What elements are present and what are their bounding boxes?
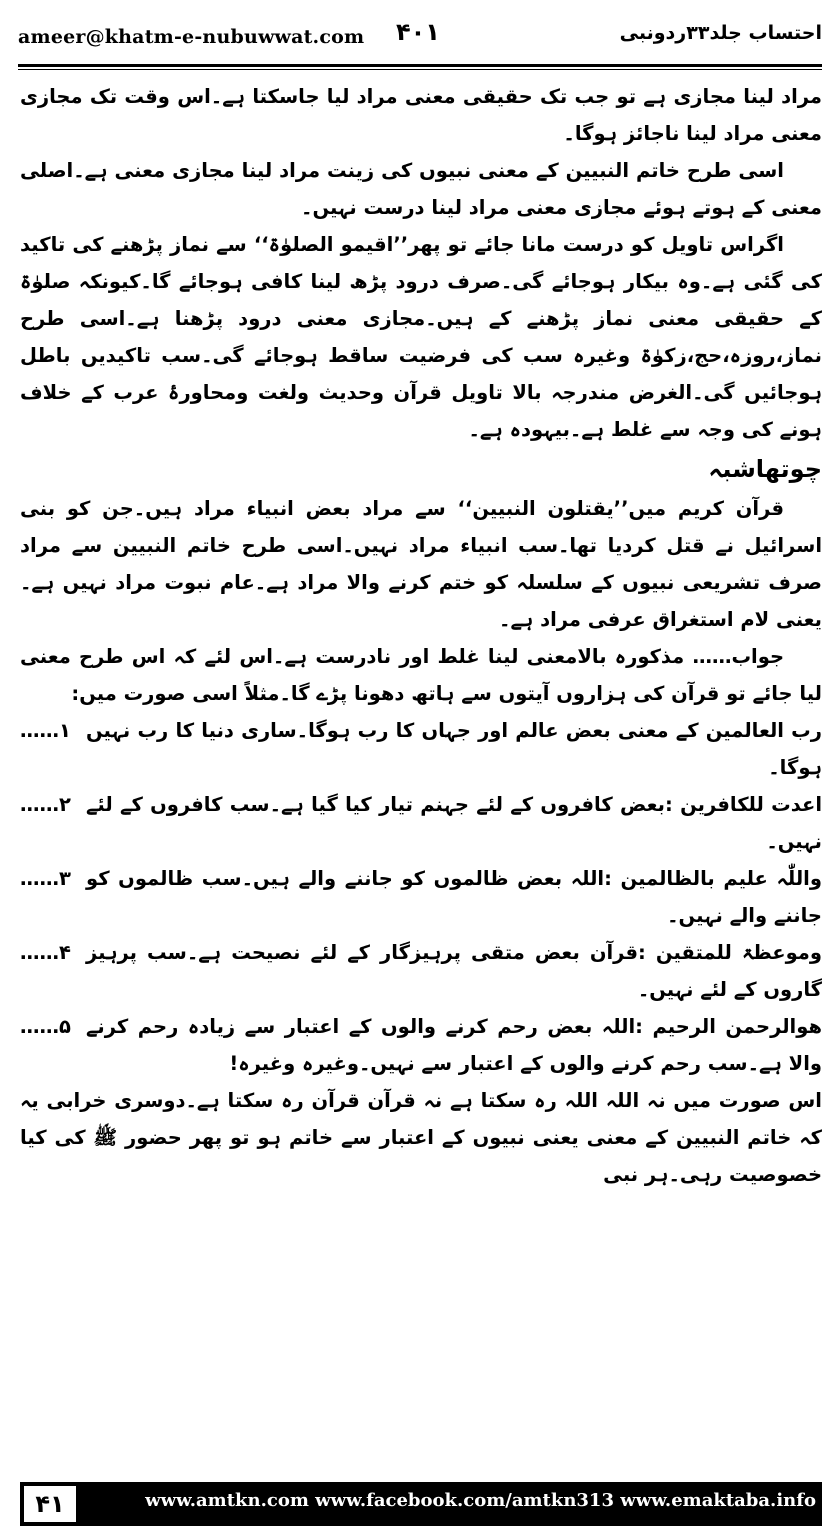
header-book-title: احتساب جلد۳۳ردونبی [619, 22, 822, 44]
list-item [20, 1008, 822, 1082]
list-item-text: اعدت للکافرین :بعض کافروں کے لئے جہنم تیار کیا گیا ہے۔سب کافروں کے لئے نہیں۔ [86, 793, 822, 853]
page-body [20, 78, 822, 1456]
paragraph-5: جواب…… مذکورہ بالامعنی لینا غلط اور نادرست ہے۔اس لئے کہ اس طرح معنی لیا جائے تو قرآن کی ہزاروں آیتوں سے ہاتھ دھونا پڑے گا۔مثلاً اسی صورت میں: [20, 645, 822, 705]
paragraph-1: مراد لینا مجازی ہے تو جب تک حقیقی معنی مراد لیا جاسکتا ہے۔اس وقت تک مجازی معنی مراد لینا ناجائز ہوگا۔ [20, 85, 822, 145]
header-page-number: ۴۰۱ [396, 18, 440, 46]
header-rule-thick [18, 64, 822, 67]
list-item [20, 786, 822, 860]
footer-links: www.amtkn.com www.facebook.com/amtkn313 www.emaktaba.info [145, 1490, 816, 1511]
list-item [20, 934, 822, 1008]
page-header [18, 16, 822, 60]
list-item [20, 860, 822, 934]
paragraph-3: اگراس تاویل کو درست مانا جائے تو پھر’’اقیمو الصلوٰۃ‘‘ سے نماز پڑھنے کی تاکید کی گئی ہے۔وہ بیکار ہوجائے گی۔صرف درود پڑھ لینا کافی ہوجائے گا۔کیونکہ صلوٰۃ کے حقیقی معنی نماز پڑھنے کے ہیں۔مجازی معنی درود پڑھنا ہے۔اسی طرح نماز،روزہ،حج،زکوٰۃ وغیرہ سب کی فرضیت ساقط ہوجائے گی۔سب تاکیدیں باطل ہوجائیں گی۔الغرض مندرجہ بالا تاویل قرآن وحدیث ولغت ومحاورۂ عرب کے خلاف ہونے کی وجہ سے غلط ہے۔بیہودہ ہے۔ [20, 233, 822, 441]
paragraph-4: قرآن کریم میں’’یقتلون النبیین‘‘ سے مراد بعض انبیاء مراد ہیں۔جن کو بنی اسرائیل نے قتل کردیا تھا۔سب انبیاء مراد نہیں۔اسی طرح خاتم النبیین سے مراد صرف تشریعی نبیوں کے سلسلہ کو ختم کرنے والا مراد ہے۔عام نبوت مراد نہیں ہے۔یعنی لام استغراق عرفی مراد ہے۔ [20, 497, 822, 631]
list-item-number: ۴…… [20, 941, 71, 964]
list-item [20, 712, 822, 786]
paragraph-6: اس صورت میں نہ اللہ اللہ رہ سکتا ہے نہ قرآن قرآن رہ سکتا ہے۔دوسری خرابی یہ کہ خاتم النبیین کے معنی یعنی نبیوں کے اعتبار سے خاتم ہو تو پھر حضور ﷺ کی کیا خصوصیت رہی۔ہر نبی [20, 1089, 822, 1186]
list-item-number: ۲…… [20, 793, 71, 816]
list-item-number: ۳…… [20, 867, 71, 890]
footer-page-number: ۴۱ [24, 1486, 76, 1522]
list-item-text: واللّٰہ علیم بالظالمین :اللہ بعض ظالموں کو جاننے والے ہیں۔سب ظالموں کو جاننے والے نہیں۔ [86, 867, 822, 927]
section-heading: چوتھاشبہ [708, 455, 822, 483]
header-rule-thin [18, 69, 822, 70]
list-item-number: ۵…… [20, 1015, 71, 1038]
list-item-text: ھوالرحمن الرحیم :اللہ بعض رحم کرنے والوں کے اعتبار سے زیادہ رحم کرنے والا ہے۔سب رحم کرنے والوں کے اعتبار سے نہیں۔وغیرہ وغیرہ! [86, 1015, 822, 1075]
header-email: ameer@khatm-e-nubuwwat.com [18, 26, 365, 48]
list-item-text: وموعظۃ للمتقین :قرآن بعض متقی پرہیزگار کے لئے نصیحت ہے۔سب پرہیز گاروں کے لئے نہیں۔ [86, 941, 822, 1001]
list-item-number: ۱…… [20, 719, 71, 742]
paragraph-2: اسی طرح خاتم النبیین کے معنی نبیوں کی زینت مراد لینا مجازی معنی ہے۔اصلی معنی کے ہوتے ہوئے مجازی معنی مراد لینا درست نہیں۔ [20, 159, 822, 219]
list-item-text: رب العالمین کے معنی بعض عالم اور جہاں کا رب ہوگا۔ساری دنیا کا رب نہیں ہوگا۔ [86, 719, 822, 779]
